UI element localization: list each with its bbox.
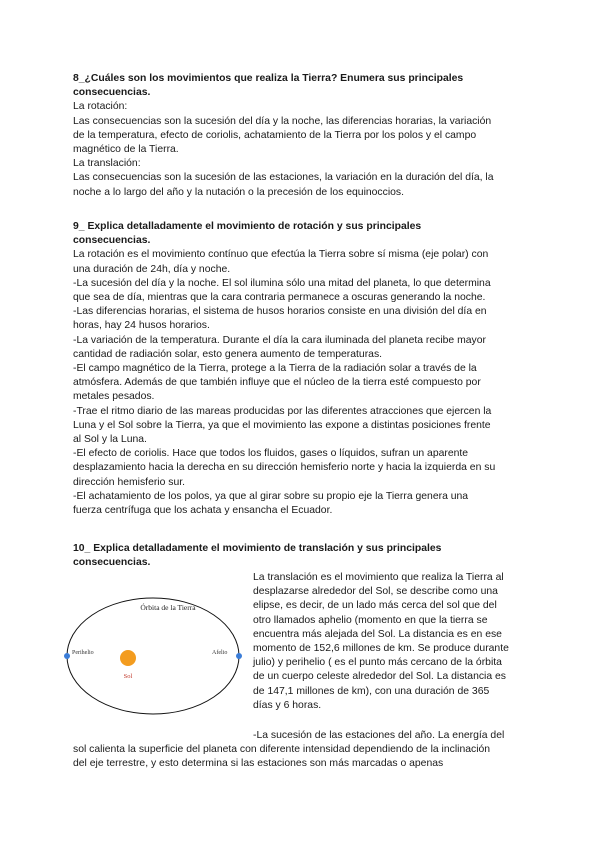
sun-icon — [120, 650, 136, 666]
body-line: una duración de 24h, día y noche. — [73, 263, 231, 275]
question-8-title-cont: consecuencias. — [73, 87, 151, 99]
question-10-title: 10_ Explica detalladamente el movimiento de translación y sus principales — [73, 543, 442, 554]
seasons-first-line — [253, 729, 533, 743]
body-line: al Sol y la Luna. — [73, 434, 147, 446]
body-line: La rotación: — [73, 101, 128, 113]
question-8-section — [73, 72, 533, 200]
body-line: encuentra más alejada del Sol. La distancia es en ese — [253, 628, 502, 640]
body-line: -La sucesión de las estaciones del año. La energía del — [253, 730, 505, 741]
body-line: de 147,1 millones de km), con una duración de 365 — [253, 685, 490, 697]
orbit-label: Órbita de la Tierra — [140, 603, 196, 612]
body-line: Las consecuencias son la sucesión del día y la noche, las diferencias horarias, la variación — [73, 115, 492, 127]
body-line: La rotación es el movimiento contínuo que efectúa la Tierra sobre sí misma (eje polar) con — [73, 249, 489, 261]
orbit-ellipse — [67, 598, 239, 714]
body-line: noche a lo largo del año y la nutación o la precesión de los equinoccios. — [73, 186, 404, 198]
body-line: de un cuerpo celeste alrededor del Sol. La distancia es — [253, 671, 507, 683]
orbit-diagram — [60, 590, 246, 720]
body-line: julio) y perihelio ( es el punto más cercano de la órbita — [253, 657, 502, 669]
question-9-title: 9_ Explica detalladamente el movimiento de rotación y sus principales — [73, 221, 422, 232]
body-line: momento de 152,6 millones de km. Se produce durante — [253, 643, 509, 655]
body-line: dirección hemisferio sur. — [73, 476, 186, 488]
afelio-label: Afelio — [212, 650, 228, 656]
body-line: -El achatamiento de los polos, ya que al girar sobre su propio eje la Tierra genera una — [73, 490, 469, 502]
body-line: -Trae el ritmo diario de las mareas producidas por las diferentes atracciones que ejercen la — [73, 405, 492, 417]
body-line: -La variación de la temperatura. Durante el día la cara iluminada del planeta recibe mayor — [73, 334, 486, 346]
body-line: del eje terrestre, y esto determina si las estaciones son más marcadas o apenas — [73, 758, 444, 770]
body-line: -La sucesión del día y la noche. El sol ilumina sólo una mitad del planeta, lo que determina — [73, 277, 491, 289]
body-line: que sea de día, mientras que la cara contraria permanece a oscuras generando la noche. — [73, 292, 486, 304]
body-line: La translación: — [73, 158, 141, 170]
body-line: fuerza centrífuga que los achata y ensancha el Ecuador. — [73, 505, 333, 517]
earth-perihelion-icon — [64, 653, 70, 659]
question-10-title-cont: consecuencias. — [73, 557, 151, 569]
body-line: Las consecuencias son la sucesión de las estaciones, la variación en la duración del día, la — [73, 172, 494, 184]
perihelio-label: Perihelio — [72, 650, 94, 656]
body-line: magnético de la Tierra. — [73, 144, 179, 156]
body-line: La translación es el movimiento que realiza la Tierra al — [253, 572, 504, 583]
body-line: de la temperatura, efecto de coriolis, achatamiento de la Tierra por los polos y el campo — [73, 129, 477, 141]
body-line: -Las diferencias horarias, el sistema de husos horarios consiste en una división del día en — [73, 306, 487, 318]
body-line: elipse, es decir, de un lado más cerca del sol que del — [253, 600, 497, 612]
question-9-section — [73, 220, 533, 518]
body-line: -El campo magnético de la Tierra, protege a la Tierra de la radiación solar a través de la — [73, 363, 477, 375]
body-line: horas, hay 24 husos horarios. — [73, 320, 210, 332]
translation-description — [253, 571, 533, 713]
question-10-section — [73, 542, 533, 570]
question-9-title-cont: consecuencias. — [73, 235, 151, 247]
sun-label: Sol — [123, 673, 133, 680]
body-line: desplazamiento hacia la derecha en su dirección hemisferio norte y hacia la izquierda en su — [73, 462, 496, 474]
body-line: atmósfera. Además de que también influye que el núcleo de la tierra esté compuesto por — [73, 377, 481, 389]
question-8-title: 8_¿Cuáles son los movimientos que realiza la Tierra? Enumera sus principales — [73, 73, 464, 84]
earth-aphelion-icon — [236, 653, 242, 659]
body-line: sol calienta la superficie del planeta con diferente intensidad dependiendo de la inclinación — [73, 744, 491, 755]
body-line: otro llamados aphelio (momento en que la tierra se — [253, 614, 488, 626]
body-line: cantidad de radiación solar, esto genera aumento de temperaturas. — [73, 348, 383, 360]
body-line: Luna y el Sol sobre la Tierra, ya que el movimiento las expone a distintas posiciones frente — [73, 419, 491, 431]
body-line: desplazarse alrededor del Sol, se describe como una — [253, 586, 498, 598]
body-line: -El efecto de coriolis. Hace que todos los fluidos, gases o líquidos, sufran un aparente — [73, 448, 469, 460]
body-line: días y 6 horas. — [253, 699, 322, 711]
seasons-paragraph — [73, 743, 533, 771]
body-line: metales pesados. — [73, 391, 155, 403]
